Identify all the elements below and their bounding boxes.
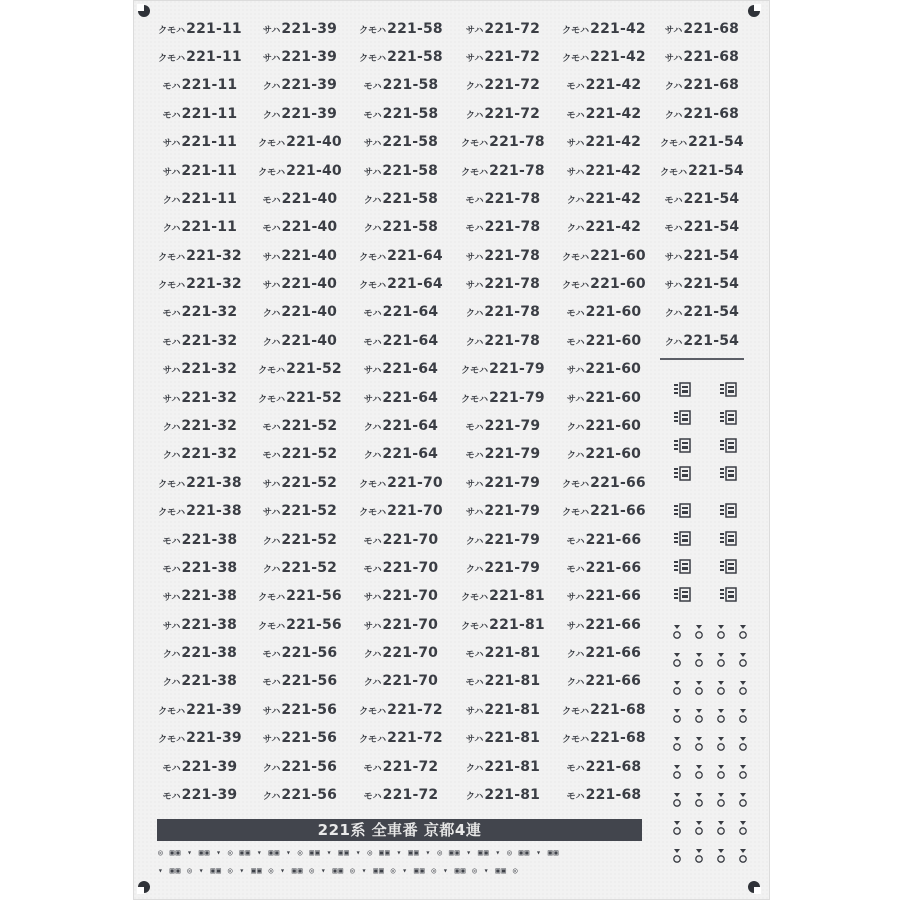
car-number-label: サハ221-39 <box>262 21 338 37</box>
car-number-label: クハ221-64 <box>363 418 439 434</box>
corner-notch-icon <box>137 880 151 894</box>
car-number-label: クハ221-56 <box>262 787 338 803</box>
car-number-label: クハ221-68 <box>664 106 740 122</box>
car-number-label: サハ221-42 <box>566 163 642 179</box>
car-number-label: モハ221-60 <box>566 304 642 320</box>
car-number-label: クハ221-40 <box>262 333 338 349</box>
car-number-label: モハ221-72 <box>363 787 439 803</box>
car-number-label: サハ221-64 <box>363 390 439 406</box>
car-number-label: サハ221-64 <box>363 361 439 377</box>
bottom-mark-strip-1: ◎ ▣▣ ▾ ▣▣ ▾ ◎ ▣▣ ▾ ▣▣ ▾ ◎ ▣▣ ▾ ▣▣ ▾ ◎ ▣▣ ▾ ▣▣ ▾ ◎ ▣▣ ▾ ▣▣ ▾ ◎ ▣▣ ▾ ▣▣ <box>158 848 560 857</box>
car-number-label: クハ221-52 <box>262 560 338 576</box>
corner-notch-icon <box>747 4 761 18</box>
car-number-label: クハ221-58 <box>363 191 439 207</box>
car-number-label: クハ221-32 <box>162 446 238 462</box>
car-number-label: クハ221-78 <box>465 304 541 320</box>
car-number-label: クハ221-11 <box>162 191 238 207</box>
destination-mark-icon <box>673 531 691 547</box>
car-number-label: サハ221-79 <box>465 475 541 491</box>
car-number-label: サハ221-81 <box>465 730 541 746</box>
triangle-circle-mark-icon <box>738 764 748 780</box>
car-number-label: サハ221-66 <box>566 588 642 604</box>
car-number-label: クモハ221-60 <box>562 276 646 292</box>
car-number-label: クモハ221-70 <box>359 503 443 519</box>
section-divider <box>660 358 744 360</box>
car-number-label: サハ221-11 <box>162 163 238 179</box>
car-number-label: クハ221-60 <box>566 418 642 434</box>
car-number-label: モハ221-38 <box>162 532 238 548</box>
car-number-label: モハ221-70 <box>363 532 439 548</box>
car-number-label: クモハ221-78 <box>461 163 545 179</box>
car-number-label: クモハ221-32 <box>158 276 242 292</box>
triangle-circle-mark-icon <box>716 652 726 668</box>
destination-mark-icon <box>673 503 691 519</box>
car-number-label: クハ221-56 <box>262 759 338 775</box>
car-number-label: モハ221-58 <box>363 77 439 93</box>
car-number-label: クハ221-70 <box>363 673 439 689</box>
car-number-label: クモハ221-56 <box>258 617 342 633</box>
car-number-label: モハ221-66 <box>566 532 642 548</box>
triangle-circle-mark-icon <box>672 736 682 752</box>
car-number-label: サハ221-54 <box>664 248 740 264</box>
car-number-label: クモハ221-40 <box>258 163 342 179</box>
car-number-label: クモハ221-64 <box>359 248 443 264</box>
triangle-circle-mark-icon <box>694 624 704 640</box>
car-number-label: モハ221-39 <box>162 787 238 803</box>
destination-mark-icon <box>673 382 691 398</box>
destination-mark-icon <box>719 503 737 519</box>
car-number-label: クハ221-66 <box>566 673 642 689</box>
car-number-label: クモハ221-11 <box>158 21 242 37</box>
car-number-label: モハ221-81 <box>465 645 541 661</box>
car-number-label: クハ221-78 <box>465 333 541 349</box>
triangle-circle-mark-icon <box>694 708 704 724</box>
car-number-label: モハ221-11 <box>162 77 238 93</box>
car-number-label: サハ221-56 <box>262 702 338 718</box>
triangle-circle-mark-icon <box>738 848 748 864</box>
car-number-label: サハ221-11 <box>162 134 238 150</box>
car-number-label: クモハ221-66 <box>562 503 646 519</box>
car-number-label: クモハ221-68 <box>562 730 646 746</box>
car-number-label: クハ221-11 <box>162 219 238 235</box>
destination-mark-icon <box>719 466 737 482</box>
car-number-label: モハ221-39 <box>162 759 238 775</box>
car-number-label: クモハ221-58 <box>359 49 443 65</box>
car-number-label: モハ221-66 <box>566 560 642 576</box>
triangle-circle-mark-icon <box>672 708 682 724</box>
car-number-label: クモハ221-64 <box>359 276 443 292</box>
car-number-label: サハ221-70 <box>363 588 439 604</box>
car-number-label: クハ221-52 <box>262 532 338 548</box>
car-number-label: モハ221-70 <box>363 560 439 576</box>
car-number-label: クモハ221-42 <box>562 49 646 65</box>
car-number-label: クハ221-39 <box>262 77 338 93</box>
car-number-label: モハ221-54 <box>664 219 740 235</box>
car-number-label: クモハ221-72 <box>359 730 443 746</box>
triangle-circle-mark-icon <box>672 792 682 808</box>
triangle-circle-mark-icon <box>694 820 704 836</box>
car-number-label: クモハ221-72 <box>359 702 443 718</box>
car-number-label: クハ221-68 <box>664 77 740 93</box>
triangle-circle-mark-icon <box>716 708 726 724</box>
triangle-circle-mark-icon <box>672 624 682 640</box>
triangle-circle-mark-icon <box>694 736 704 752</box>
destination-mark-icon <box>719 410 737 426</box>
car-number-label: クモハ221-52 <box>258 361 342 377</box>
triangle-circle-mark-icon <box>738 792 748 808</box>
car-number-label: モハ221-11 <box>162 106 238 122</box>
car-number-label: サハ221-56 <box>262 730 338 746</box>
triangle-circle-mark-icon <box>738 820 748 836</box>
car-number-label: モハ221-42 <box>566 77 642 93</box>
car-number-label: クモハ221-54 <box>660 134 744 150</box>
car-number-label: モハ221-32 <box>162 333 238 349</box>
car-number-label: クハ221-54 <box>664 333 740 349</box>
car-number-label: サハ221-40 <box>262 248 338 264</box>
car-number-label: クモハ221-79 <box>461 390 545 406</box>
car-number-label: サハ221-68 <box>664 21 740 37</box>
car-number-label: モハ221-64 <box>363 333 439 349</box>
triangle-circle-mark-icon <box>716 680 726 696</box>
car-number-label: クハ221-40 <box>262 304 338 320</box>
triangle-circle-mark-icon <box>738 708 748 724</box>
car-number-label: サハ221-58 <box>363 134 439 150</box>
destination-mark-icon <box>719 438 737 454</box>
car-number-label: クモハ221-11 <box>158 49 242 65</box>
car-number-label: クモハ221-40 <box>258 134 342 150</box>
triangle-circle-mark-icon <box>738 652 748 668</box>
car-number-label: モハ221-56 <box>262 673 338 689</box>
car-number-label: クモハ221-38 <box>158 503 242 519</box>
triangle-circle-mark-icon <box>738 624 748 640</box>
triangle-circle-mark-icon <box>716 848 726 864</box>
car-number-label: クハ221-38 <box>162 645 238 661</box>
car-number-label: サハ221-72 <box>465 21 541 37</box>
triangle-circle-mark-icon <box>716 736 726 752</box>
car-number-label: サハ221-52 <box>262 475 338 491</box>
triangle-circle-mark-icon <box>694 652 704 668</box>
car-number-label: クハ221-42 <box>566 191 642 207</box>
car-number-label: サハ221-42 <box>566 134 642 150</box>
car-number-label: クモハ221-68 <box>562 702 646 718</box>
triangle-circle-mark-icon <box>716 764 726 780</box>
car-number-label: モハ221-64 <box>363 304 439 320</box>
car-number-label: モハ221-68 <box>566 759 642 775</box>
car-number-label: サハ221-40 <box>262 276 338 292</box>
triangle-circle-mark-icon <box>672 820 682 836</box>
car-number-label: サハ221-79 <box>465 503 541 519</box>
car-number-label: クハ221-38 <box>162 673 238 689</box>
car-number-label: モハ221-54 <box>664 191 740 207</box>
sheet-title-banner: 221系 全車番 京都4連 <box>157 819 642 841</box>
triangle-circle-mark-icon <box>672 848 682 864</box>
car-number-label: クモハ221-70 <box>359 475 443 491</box>
car-number-label: クハ221-39 <box>262 106 338 122</box>
car-number-label: クモハ221-60 <box>562 248 646 264</box>
triangle-circle-mark-icon <box>694 680 704 696</box>
car-number-label: モハ221-42 <box>566 106 642 122</box>
car-number-label: クハ221-81 <box>465 759 541 775</box>
car-number-label: モハ221-52 <box>262 446 338 462</box>
triangle-circle-mark-icon <box>716 624 726 640</box>
destination-mark-icon <box>719 587 737 603</box>
triangle-circle-mark-icon <box>694 764 704 780</box>
car-number-label: サハ221-54 <box>664 276 740 292</box>
triangle-circle-mark-icon <box>672 652 682 668</box>
corner-notch-icon <box>137 4 151 18</box>
car-number-label: モハ221-72 <box>363 759 439 775</box>
car-number-label: モハ221-52 <box>262 418 338 434</box>
car-number-label: クモハ221-39 <box>158 702 242 718</box>
car-number-label: クモハ221-81 <box>461 588 545 604</box>
car-number-label: クハ221-58 <box>363 219 439 235</box>
car-number-label: モハ221-79 <box>465 418 541 434</box>
car-number-label: サハ221-52 <box>262 503 338 519</box>
car-number-label: サハ221-66 <box>566 617 642 633</box>
triangle-circle-mark-icon <box>716 792 726 808</box>
car-number-label: クモハ221-38 <box>158 475 242 491</box>
car-number-label: サハ221-39 <box>262 49 338 65</box>
car-number-label: クハ221-66 <box>566 645 642 661</box>
car-number-label: サハ221-32 <box>162 361 238 377</box>
car-number-label: サハ221-38 <box>162 588 238 604</box>
car-number-label: サハ221-60 <box>566 361 642 377</box>
triangle-circle-mark-icon <box>672 680 682 696</box>
destination-mark-icon <box>719 382 737 398</box>
car-number-label: クハ221-79 <box>465 560 541 576</box>
car-number-label: クハ221-72 <box>465 106 541 122</box>
destination-mark-icon <box>673 466 691 482</box>
car-number-label: サハ221-38 <box>162 617 238 633</box>
car-number-label: サハ221-70 <box>363 617 439 633</box>
car-number-label: クモハ221-52 <box>258 390 342 406</box>
car-number-label: クハ221-81 <box>465 787 541 803</box>
destination-mark-icon <box>719 531 737 547</box>
car-number-label: モハ221-81 <box>465 673 541 689</box>
car-number-label: クハ221-42 <box>566 219 642 235</box>
car-number-label: サハ221-72 <box>465 49 541 65</box>
car-number-label: モハ221-60 <box>566 333 642 349</box>
triangle-circle-mark-icon <box>694 792 704 808</box>
car-number-label: クハ221-70 <box>363 645 439 661</box>
triangle-circle-mark-icon <box>672 764 682 780</box>
car-number-label: クモハ221-66 <box>562 475 646 491</box>
car-number-label: クモハ221-81 <box>461 617 545 633</box>
car-number-label: クハ221-60 <box>566 446 642 462</box>
car-number-label: クモハ221-32 <box>158 248 242 264</box>
car-number-label: モハ221-32 <box>162 304 238 320</box>
bottom-mark-strip-2: ▾ ▣▣ ◎ ▾ ▣▣ ◎ ▾ ▣▣ ◎ ▾ ▣▣ ◎ ▾ ▣▣ ◎ ▾ ▣▣ ◎ ▾ ▣▣ ◎ ▾ ▣▣ ◎ ▾ ▣▣ ◎ <box>158 866 519 875</box>
corner-notch-icon <box>747 880 761 894</box>
car-number-label: サハ221-32 <box>162 390 238 406</box>
car-number-label: クモハ221-56 <box>258 588 342 604</box>
triangle-circle-mark-icon <box>738 680 748 696</box>
car-number-label: モハ221-58 <box>363 106 439 122</box>
car-number-label: サハ221-78 <box>465 276 541 292</box>
triangle-circle-mark-icon <box>716 820 726 836</box>
car-number-label: サハ221-68 <box>664 49 740 65</box>
destination-mark-icon <box>673 410 691 426</box>
car-number-label: モハ221-79 <box>465 446 541 462</box>
car-number-label: クハ221-72 <box>465 77 541 93</box>
destination-mark-icon <box>673 587 691 603</box>
car-number-label: サハ221-81 <box>465 702 541 718</box>
car-number-label: サハ221-58 <box>363 163 439 179</box>
triangle-circle-mark-icon <box>738 736 748 752</box>
destination-mark-icon <box>719 559 737 575</box>
car-number-label: クハ221-54 <box>664 304 740 320</box>
car-number-label: クモハ221-42 <box>562 21 646 37</box>
car-number-label: クハ221-64 <box>363 446 439 462</box>
car-number-label: クモハ221-79 <box>461 361 545 377</box>
car-number-label: クモハ221-54 <box>660 163 744 179</box>
car-number-label: サハ221-78 <box>465 248 541 264</box>
car-number-label: クモハ221-58 <box>359 21 443 37</box>
car-number-label: クモハ221-39 <box>158 730 242 746</box>
car-number-label: モハ221-56 <box>262 645 338 661</box>
destination-mark-icon <box>673 559 691 575</box>
car-number-label: クハ221-32 <box>162 418 238 434</box>
car-number-label: モハ221-78 <box>465 191 541 207</box>
car-number-label: モハ221-40 <box>262 219 338 235</box>
car-number-label: モハ221-78 <box>465 219 541 235</box>
triangle-circle-mark-icon <box>694 848 704 864</box>
car-number-label: サハ221-60 <box>566 390 642 406</box>
car-number-label: クハ221-79 <box>465 532 541 548</box>
car-number-label: モハ221-68 <box>566 787 642 803</box>
car-number-label: クモハ221-78 <box>461 134 545 150</box>
car-number-label: モハ221-40 <box>262 191 338 207</box>
destination-mark-icon <box>673 438 691 454</box>
car-number-label: モハ221-38 <box>162 560 238 576</box>
